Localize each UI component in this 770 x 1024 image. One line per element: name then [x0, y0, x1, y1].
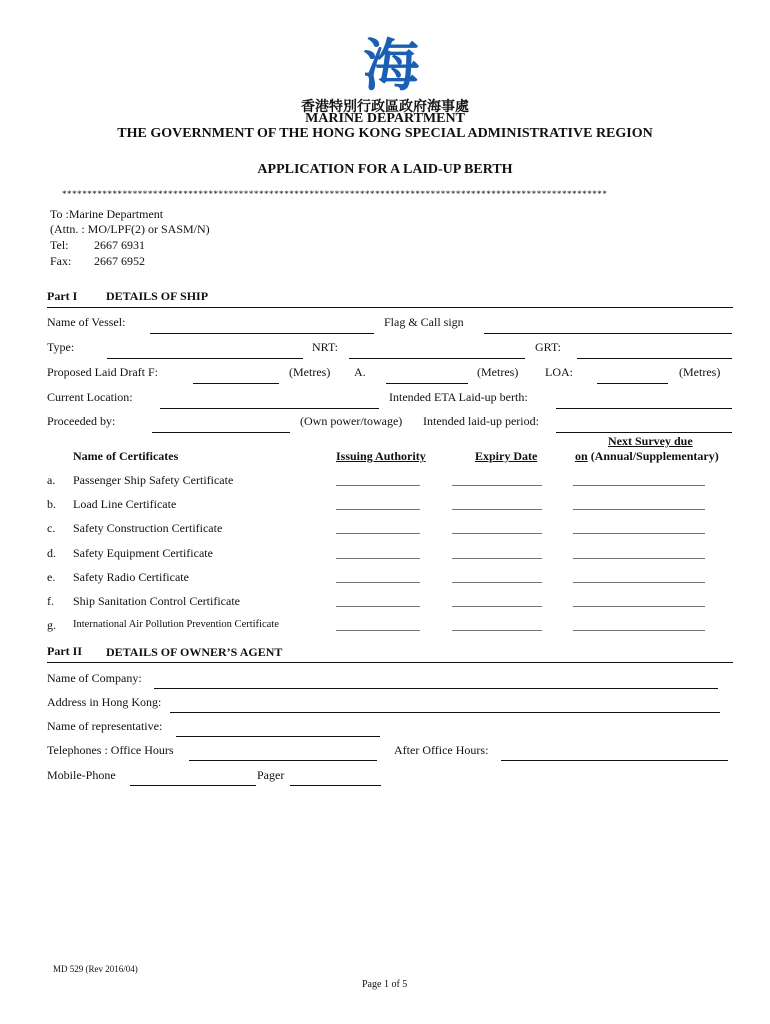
- cert-letter: c.: [47, 521, 56, 535]
- after-hours-field[interactable]: [501, 746, 728, 760]
- form-title: APPLICATION FOR A LAID-UP BERTH: [257, 162, 513, 177]
- cert-letter: g.: [47, 618, 56, 632]
- cert-next-survey-blank[interactable]: ______________________: [573, 521, 705, 535]
- laid-up-period-label: Intended laid-up period:: [423, 414, 539, 428]
- next-survey-header-line2: on (Annual/Supplementary): [575, 449, 719, 463]
- office-hours-line: [189, 760, 377, 761]
- cert-authority-blank[interactable]: ______________: [336, 570, 420, 584]
- part1-title: DETAILS OF SHIP: [106, 289, 209, 303]
- part1-rule: [47, 307, 733, 308]
- nrt-label: NRT:: [312, 340, 339, 354]
- cert-expiry-blank[interactable]: _______________: [452, 473, 542, 487]
- cert-next-survey-blank[interactable]: ______________________: [573, 497, 705, 511]
- vessel-name-label: Name of Vessel:: [47, 315, 126, 329]
- cert-letter: b.: [47, 497, 56, 511]
- address-label: Address in Hong Kong:: [47, 695, 162, 709]
- cert-authority-blank[interactable]: ______________: [336, 618, 420, 632]
- cert-name: Load Line Certificate: [73, 497, 177, 511]
- office-hours-label: Telephones : Office Hours: [47, 743, 174, 757]
- addressee-attn: (Attn. : MO/LPF(2) or SASM/N): [50, 222, 210, 236]
- draft-forward-line: [193, 383, 279, 384]
- cert-name: Safety Radio Certificate: [73, 570, 189, 584]
- nrt-line: [349, 358, 525, 359]
- own-power-note: (Own power/towage): [300, 414, 403, 428]
- office-hours-field[interactable]: [189, 746, 377, 760]
- cert-letter: d.: [47, 546, 56, 560]
- loa-field[interactable]: [597, 368, 668, 382]
- cert-expiry-blank[interactable]: _______________: [452, 546, 542, 560]
- part1-label: Part I: [47, 289, 78, 303]
- cert-expiry-blank[interactable]: _______________: [452, 570, 542, 584]
- separator-stars: ************************************************************************************************************: [62, 189, 608, 199]
- proceeded-by-field[interactable]: [152, 417, 290, 431]
- part2-title: DETAILS OF OWNER’S AGENT: [106, 645, 283, 659]
- proceeded-by-label: Proceeded by:: [47, 414, 116, 428]
- pager-label: Pager: [257, 768, 285, 782]
- cert-expiry-blank[interactable]: _______________: [452, 618, 542, 632]
- cert-name: Passenger Ship Safety Certificate: [73, 473, 234, 487]
- company-line: [154, 688, 718, 689]
- representative-label: Name of representative:: [47, 719, 163, 733]
- expiry-date-header: Expiry Date: [475, 449, 538, 463]
- cert-authority-blank[interactable]: ______________: [336, 594, 420, 608]
- type-field[interactable]: [107, 343, 303, 357]
- draft-aft-label: A.: [354, 365, 366, 379]
- cert-authority-blank[interactable]: ______________: [336, 473, 420, 487]
- cert-name-header: Name of Certificates: [73, 449, 179, 463]
- cert-authority-blank[interactable]: ______________: [336, 546, 420, 560]
- cert-next-survey-blank[interactable]: ______________________: [573, 473, 705, 487]
- cert-letter: e.: [47, 570, 56, 584]
- draft-forward-field[interactable]: [193, 368, 279, 382]
- cert-expiry-blank[interactable]: _______________: [452, 497, 542, 511]
- cert-name: Ship Sanitation Control Certificate: [73, 594, 240, 608]
- marine-department-logo: [362, 33, 420, 95]
- after-hours-label: After Office Hours:: [394, 743, 489, 757]
- tel-label: Tel:: [50, 238, 69, 252]
- vessel-name-line: [150, 333, 374, 334]
- cert-next-survey-blank[interactable]: ______________________: [573, 570, 705, 584]
- cert-next-survey-blank[interactable]: ______________________: [573, 546, 705, 560]
- loa-line: [597, 383, 668, 384]
- form-number: MD 529 (Rev 2016/04): [53, 964, 138, 974]
- eta-field[interactable]: [556, 393, 732, 407]
- grt-line: [577, 358, 732, 359]
- cert-name: Safety Equipment Certificate: [73, 546, 213, 560]
- current-location-label: Current Location:: [47, 390, 133, 404]
- grt-label: GRT:: [535, 340, 562, 354]
- government-name: THE GOVERNMENT OF THE HONG KONG SPECIAL ADMINISTRATIVE REGION: [117, 126, 653, 141]
- type-label: Type:: [47, 340, 75, 354]
- loa-label: LOA:: [545, 365, 573, 379]
- cert-name: Safety Construction Certificate: [73, 521, 223, 535]
- department-name: MARINE DEPARTMENT: [305, 111, 465, 126]
- nrt-field[interactable]: [349, 343, 525, 357]
- company-field[interactable]: [154, 674, 718, 688]
- laid-up-period-line: [556, 432, 732, 433]
- representative-field[interactable]: [176, 722, 380, 736]
- mobile-line: [130, 785, 256, 786]
- cert-expiry-blank[interactable]: _______________: [452, 521, 542, 535]
- part2-label: Part II: [47, 644, 82, 658]
- draft-aft-line: [386, 383, 468, 384]
- cert-letter: a.: [47, 473, 56, 487]
- mobile-field[interactable]: [130, 771, 256, 785]
- proceeded-by-line: [152, 432, 290, 433]
- tel-number: 2667 6931: [94, 238, 145, 252]
- company-label: Name of Company:: [47, 671, 142, 685]
- next-survey-header-line1: Next Survey due: [608, 434, 693, 448]
- part2-rule: [47, 662, 733, 663]
- type-line: [107, 358, 303, 359]
- vessel-name-field[interactable]: [150, 318, 374, 332]
- metres-unit-2: (Metres): [477, 365, 519, 379]
- current-location-field[interactable]: [160, 393, 379, 407]
- cert-next-survey-blank[interactable]: ______________________: [573, 618, 705, 632]
- pager-field[interactable]: [290, 771, 381, 785]
- eta-label: Intended ETA Laid-up berth:: [389, 390, 528, 404]
- flag-call-label: Flag & Call sign: [384, 315, 464, 329]
- chinese-title: 香港特別行政區政府海事處: [301, 99, 469, 115]
- flag-call-line: [484, 333, 732, 334]
- eta-line: [556, 408, 732, 409]
- cert-authority-blank[interactable]: ______________: [336, 521, 420, 535]
- address-line: [170, 712, 720, 713]
- laid-up-period-field[interactable]: [556, 417, 732, 431]
- cert-letter: f.: [47, 594, 54, 608]
- cert-expiry-blank[interactable]: _______________: [452, 594, 542, 608]
- metres-unit-1: (Metres): [289, 365, 331, 379]
- issuing-authority-header: Issuing Authority: [336, 449, 426, 463]
- cert-next-survey-blank[interactable]: ______________________: [573, 594, 705, 608]
- cert-authority-blank[interactable]: ______________: [336, 497, 420, 511]
- addressee-to: To :Marine Department: [50, 207, 164, 221]
- pager-line: [290, 785, 381, 786]
- cert-name: International Air Pollution Prevention Certificate: [73, 619, 279, 630]
- flag-call-field[interactable]: [484, 318, 732, 332]
- draft-aft-field[interactable]: [386, 368, 468, 382]
- mobile-label: Mobile-Phone: [47, 768, 116, 782]
- grt-field[interactable]: [577, 343, 732, 357]
- metres-unit-3: (Metres): [679, 365, 721, 379]
- address-field[interactable]: [170, 698, 720, 712]
- representative-line: [176, 736, 380, 737]
- current-location-line: [160, 408, 379, 409]
- fax-number: 2667 6952: [94, 254, 145, 268]
- fax-label: Fax:: [50, 254, 72, 268]
- page-number: Page 1 of 5: [362, 979, 408, 990]
- draft-label: Proposed Laid Draft F:: [47, 365, 158, 379]
- after-hours-line: [501, 760, 728, 761]
- svg-text:海: 海: [363, 34, 419, 95]
